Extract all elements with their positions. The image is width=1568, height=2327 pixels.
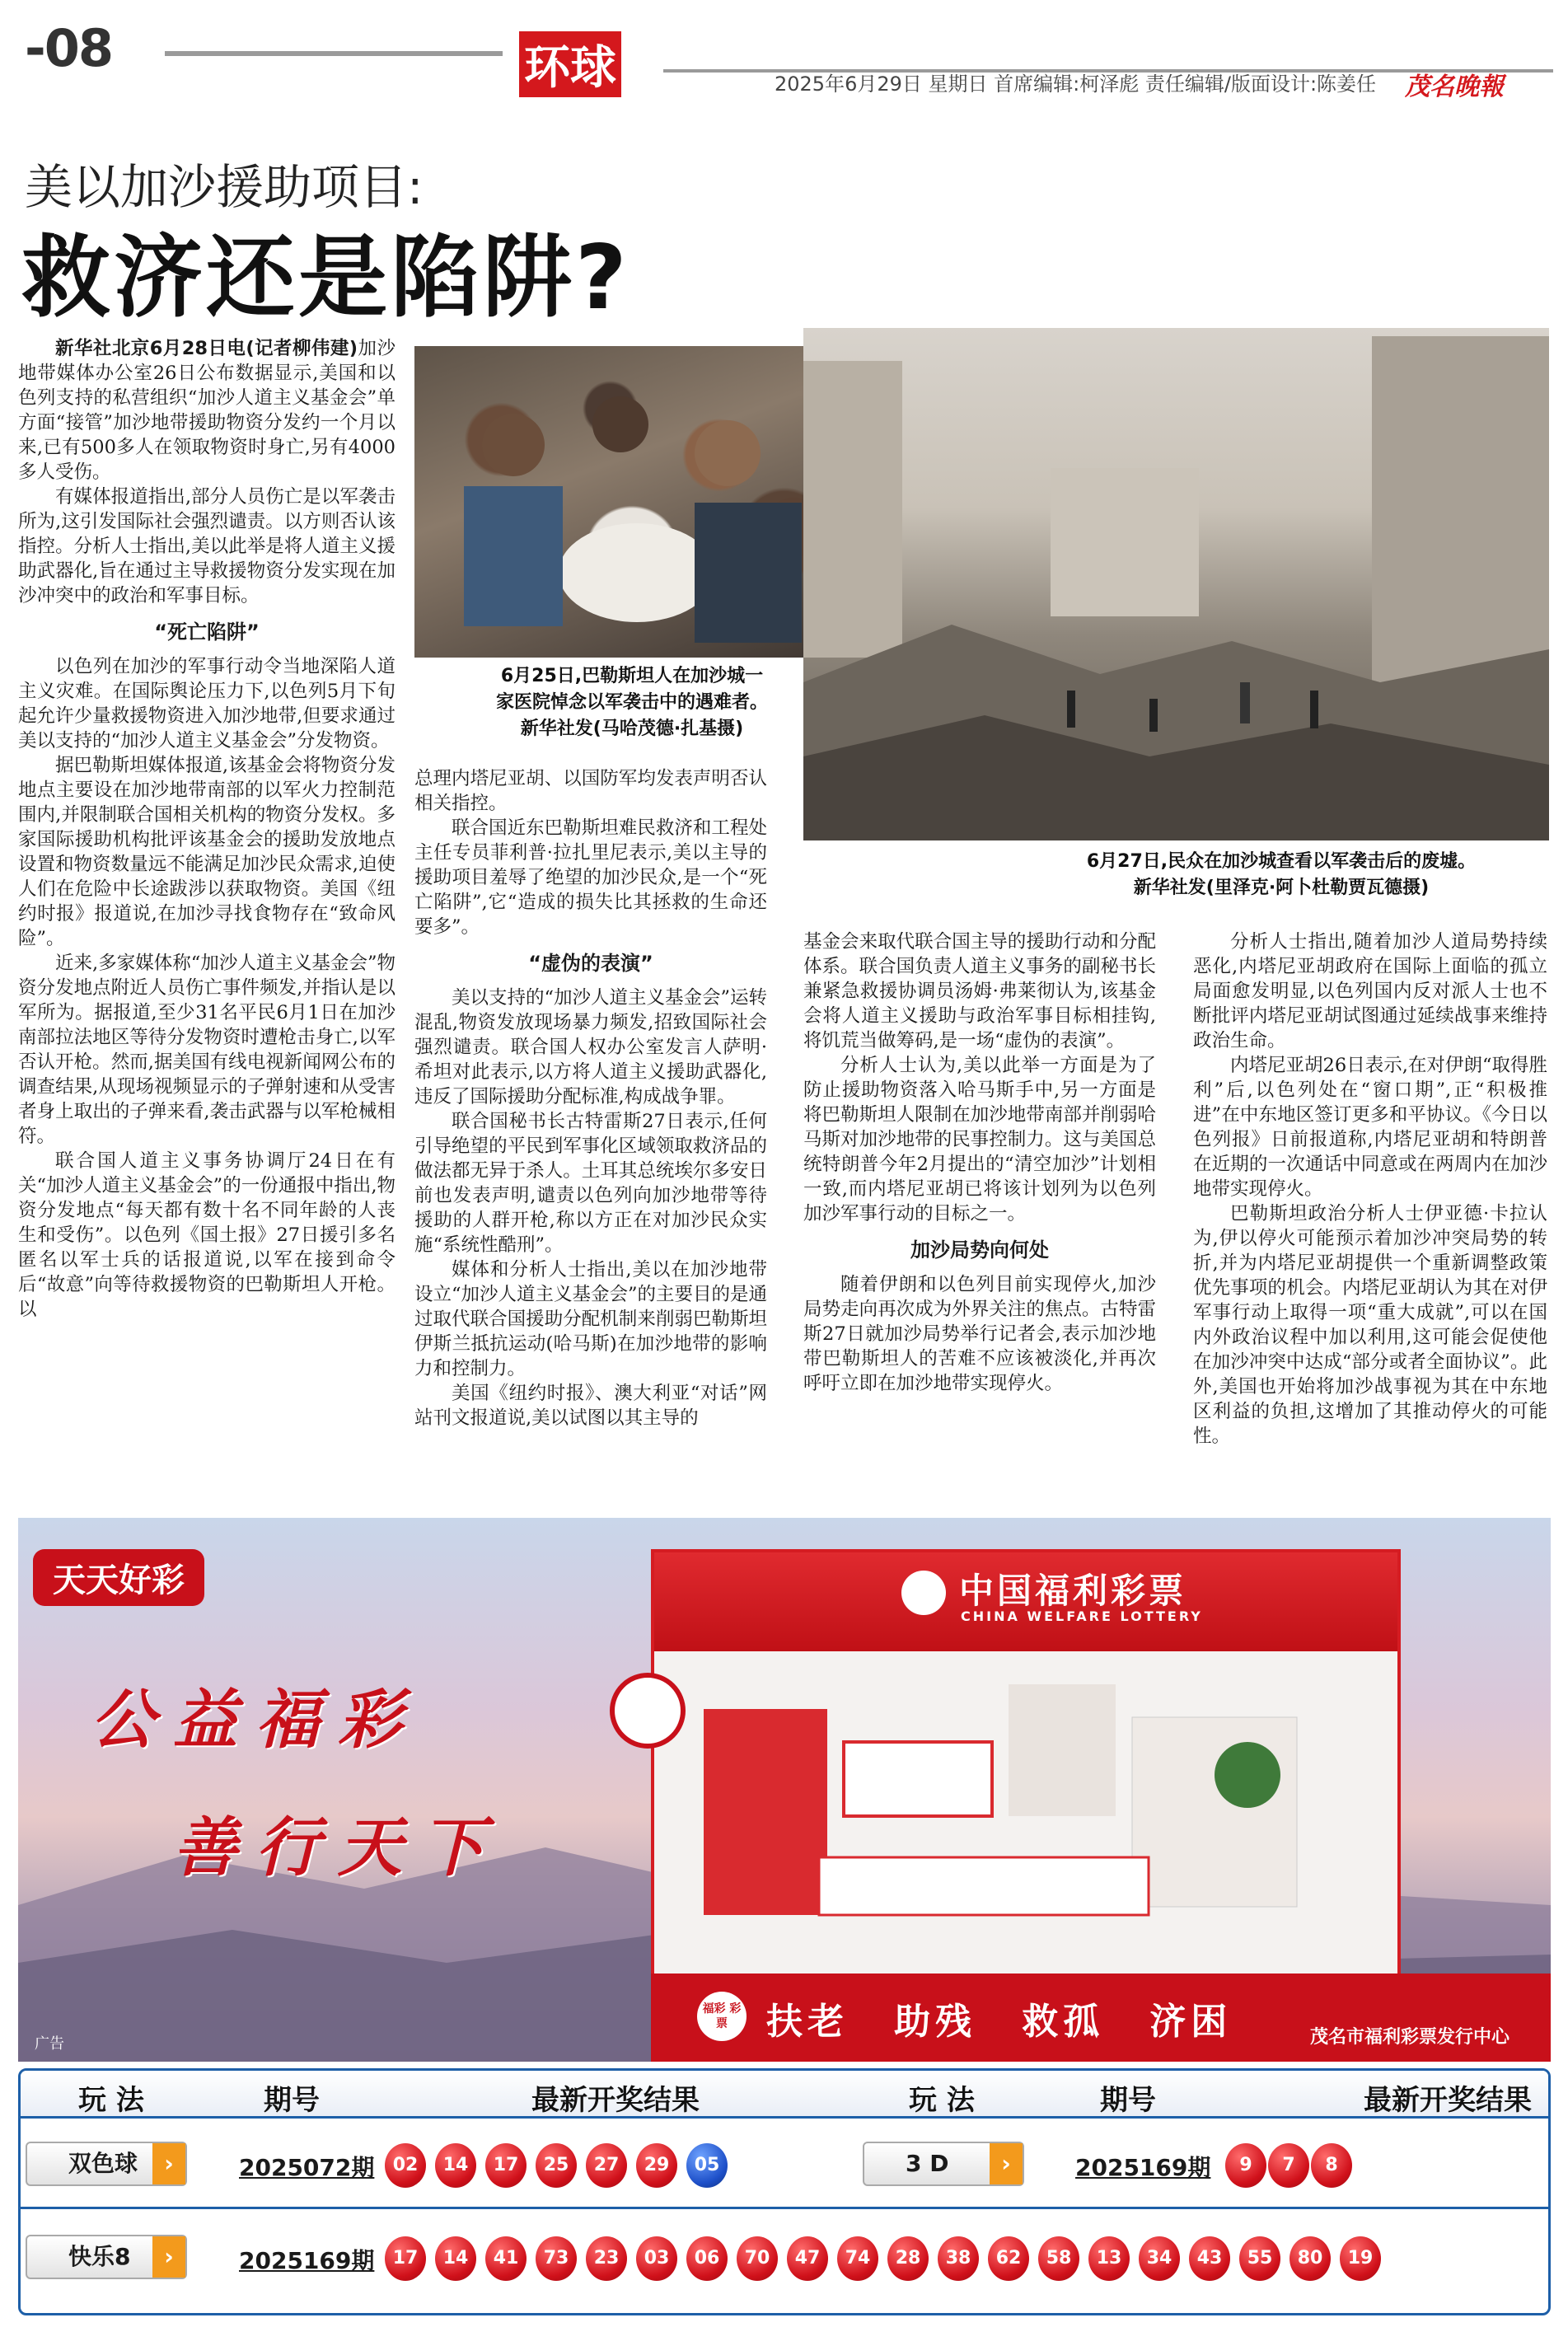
value-label: 济困 <box>1149 2001 1233 2043</box>
ssq-ball: 05 <box>686 2143 728 2188</box>
photo-mourners <box>414 346 850 658</box>
photo-mourners-art <box>414 346 850 658</box>
kl8-ball: 43 <box>1189 2236 1230 2281</box>
dateline: 2025年6月29日 星期日 首席编辑:柯泽彪 责任编辑/版面设计:陈姜任 <box>775 73 1377 96</box>
ssq-ball: 14 <box>435 2143 476 2188</box>
paragraph: 内塔尼亚胡26日表示,在对伊朗“取得胜利”后,以色列处在“窗口期”,正“积极推进”在中东地区签订更多和平协议。《今日以色列报》日前报道称,内塔尼亚胡和特朗普在近期的一次通话中同意或在两周内在加沙地带实现停火。 <box>1193 1055 1547 1200</box>
fc3d-ball: 8 <box>1311 2143 1352 2188</box>
welfare-lottery-logo-icon <box>901 1571 946 1615</box>
store-interior-art <box>654 1651 1397 1974</box>
chevron-right-icon: › <box>152 2236 185 2278</box>
chevron-right-icon: › <box>152 2143 185 2184</box>
issue-link[interactable]: 2025169期 <box>1075 2154 1211 2181</box>
paragraph: 分析人士认为,美以此举一方面是为了防止援助物资落入哈马斯手中,另一方面是将巴勒斯坦人限制在加沙地带南部并削弱哈马斯对加沙地带的民事控制力。这与美国总统特朗普今年2月提出的“清空加沙”计划相一致,而内塔尼亚胡已将该计划列为以色列加沙军事行动的目标之一。 <box>803 1055 1156 1224</box>
paragraph: 巴勒斯坦政治分析人士伊亚德·卡拉认为,伊以停火可能预示着加沙冲突局势的转折,并为内塔尼亚胡提供一个重新调整政策优先事项的机会。内塔尼亚胡认为其在对伊军事行动上取得一项“重大成就”,可以在国内外政治议程中加以利用,这可能会促使他在加沙冲突中达成“部分或者全面协议”。此外,美国也开始将加沙战事视为其在中东地区利益的负担,这增加了其推动停火的可能性。 <box>1193 1203 1547 1447</box>
paragraph: 总理内塔尼亚胡、以国防军均发表声明否认相关指控。 <box>414 768 767 814</box>
column-header: 期号 <box>1100 2084 1156 2117</box>
lead-paragraph <box>18 336 396 485</box>
game-button-3d[interactable] <box>863 2142 1024 2186</box>
article-column-4 <box>1193 929 1547 1449</box>
paragraph: 有媒体报道指出,部分人员伤亡是以军袭击所为,这引发国际社会强烈谴责。以方则否认该指控。分析人士指出,美以此举是将人道主义援助武器化,旨在通过主导救援物资分发实现在加沙冲突中的政治和军事目标。 <box>18 486 396 606</box>
fc3d-ball: 9 <box>1225 2143 1266 2188</box>
kl8-ball: 58 <box>1038 2236 1079 2281</box>
subhead: “死亡陷阱” <box>154 620 260 644</box>
value-label: 救孤 <box>1022 2001 1105 2043</box>
paragraph: 媒体和分析人士指出,美以在加沙地带设立“加沙人道主义基金会”的主要目的是通过取代联合国援助分配机制来削弱巴勒斯坦伊斯兰抵抗运动(哈马斯)在加沙地带的影响力和控制力。 <box>414 1259 768 1379</box>
kl8-ball: 70 <box>737 2236 778 2281</box>
chevron-right-icon: › <box>990 2143 1023 2184</box>
lead-dateline: 新华社北京6月28日电(记者柳伟建) <box>55 338 358 359</box>
ad-slogan-1: 公益福彩 <box>91 1683 421 1758</box>
kl8-ball: 74 <box>837 2236 878 2281</box>
section-label: 环球 <box>519 31 621 97</box>
table-header <box>21 2071 1548 2119</box>
paragraph: 以色列在加沙的军事行动令当地深陷人道主义灾难。在国际舆论压力下,以色列5月下旬起允许少量救援物资进入加沙地带,但要求通过美以支持的“加沙人道主义基金会”分发物资。 <box>18 656 396 751</box>
lead-text: 加沙地带媒体办公室26日公布数据显示,美国和以色列支持的私营组织“加沙人道主义基金会”单方面“接管”加沙地带援助物资分发约一个月以来,已有500多人在领取物资时身亡,另有4000多人受伤。 <box>18 338 396 483</box>
caption-line: 家医院悼念以军袭击中的遇难者。 <box>495 692 768 713</box>
subhead: 加沙局势向何处 <box>910 1238 1049 1262</box>
ad-slogan-2: 善行天下 <box>173 1810 503 1885</box>
kl8-ball: 23 <box>586 2236 627 2281</box>
kl8-ball: 34 <box>1139 2236 1180 2281</box>
column-header: 玩 法 <box>909 2084 975 2117</box>
caption-line: 6月25日,巴勒斯坦人在加沙城一 <box>500 666 764 686</box>
table-row <box>21 2119 1548 2209</box>
kl8-ball: 17 <box>385 2236 426 2281</box>
ssq-ball: 25 <box>536 2143 577 2188</box>
page-number: -08 <box>25 18 113 78</box>
brand-name-en: CHINA WELFARE LOTTERY <box>961 1608 1203 1624</box>
game-button-kl8[interactable] <box>26 2235 187 2279</box>
kl8-ball: 47 <box>787 2236 828 2281</box>
kl8-ball: 13 <box>1088 2236 1130 2281</box>
issue-link[interactable]: 2025072期 <box>239 2154 375 2181</box>
kl8-ball: 55 <box>1239 2236 1280 2281</box>
kl8-ball: 73 <box>536 2236 577 2281</box>
game-name: 3 D <box>906 2150 949 2177</box>
game-name: 快乐8 <box>68 2243 131 2270</box>
column-header: 最新开奖结果 <box>531 2084 700 2117</box>
article-column-1 <box>18 336 396 1322</box>
ssq-ball: 17 <box>485 2143 527 2188</box>
table-row <box>21 2212 1548 2302</box>
newspaper-logo: 茂名晚報 <box>1405 73 1504 101</box>
column-header: 期号 <box>264 2084 320 2117</box>
ad-values-bar <box>651 1974 1551 2062</box>
article-column-2 <box>414 766 767 1430</box>
paragraph: 美国《纽约时报》、澳大利亚“对话”网站刊文报道说,美以试图以其主导的 <box>414 1383 767 1429</box>
kl8-ball: 62 <box>988 2236 1029 2281</box>
paragraph: 联合国秘书长古特雷斯27日表示,任何引导绝望的平民到军事化区域领取救济品的做法都无异于杀人。土耳其总统埃尔多安日前也发表声明,谴责以色列向加沙地带等待援助的人群开枪,称以方正在对加沙民众实施“系统性酷刑”。 <box>414 1111 767 1256</box>
column-header: 玩 法 <box>78 2084 144 2117</box>
lottery-store-illustration <box>651 1549 1401 1978</box>
game-name: 双色球 <box>68 2150 138 2177</box>
kl8-ball: 14 <box>435 2236 476 2281</box>
subhead: “虚伪的表演” <box>528 952 653 975</box>
paragraph: 美以支持的“加沙人道主义基金会”运转混乱,物资发放现场暴力频发,招致国际社会强烈谴责。联合国人权办公室发言人萨明·希坦对此表示,以方将人道主义援助武器化,违反了国际援助分配标准,构成战争罪。 <box>414 987 768 1107</box>
photo-rubble <box>803 328 1549 840</box>
photo-rubble-art <box>803 328 1549 840</box>
article-subtitle: 美以加沙援助项目: <box>25 159 424 215</box>
kl8-ball: 06 <box>686 2236 728 2281</box>
ad-issuer: 茂名市福利彩票发行中心 <box>1310 2027 1510 2048</box>
paragraph: 随着伊朗和以色列目前实现停火,加沙局势走向再次成为外界关注的焦点。古特雷斯27日就加沙局势举行记者会,表示加沙地带巴勒斯坦人的苦难不应该被淡化,并再次呼吁立即在加沙地带实现停火。 <box>803 1274 1156 1394</box>
value-label: 助残 <box>894 2001 977 2043</box>
ad-values <box>766 1992 1273 2044</box>
kl8-ball: 38 <box>938 2236 979 2281</box>
kl8-ball: 80 <box>1290 2236 1331 2281</box>
ssq-ball: 02 <box>385 2143 426 2188</box>
caption-line: 新华社发(里泽克·阿卜杜勒贾瓦德摄) <box>1133 878 1430 898</box>
ssq-ball: 27 <box>586 2143 627 2188</box>
photo-caption-2 <box>1013 849 1549 901</box>
game-button-ssq[interactable] <box>26 2142 187 2186</box>
brand-name: 中国福利彩票 <box>959 1571 1187 1611</box>
section-title <box>519 31 625 97</box>
store-signboard <box>654 1552 1397 1651</box>
paragraph: 联合国近东巴勒斯坦难民救济和工程处主任专员菲利普·拉扎里尼表示,美以主导的援助项目羞辱了绝望的加沙民众,是一个“死亡陷阱”,它“造成的损失比其拯救的生命还要多”。 <box>414 817 767 938</box>
kl8-ball: 03 <box>636 2236 677 2281</box>
welfare-seal-icon: 福彩 彩票 <box>697 1992 747 2041</box>
ad-tag: 天天好彩 <box>33 1549 204 1606</box>
caption-line: 新华社发(马哈茂德·扎基摄) <box>520 719 744 739</box>
caption-line: 6月27日,民众在加沙城查看以军袭击后的废墟。 <box>1086 851 1477 872</box>
column-header: 最新开奖结果 <box>1364 2084 1532 2117</box>
paragraph: 分析人士指出,随着加沙人道局势持续恶化,内塔尼亚胡政府在国际上面临的孤立局面愈发明显,以色列国内反对派人士也不断批评内塔尼亚胡试图通过延续战事来维持政治生命。 <box>1193 931 1547 1051</box>
paragraph: 近来,多家媒体称“加沙人道主义基金会”物资分发地点附近人员伤亡事件频发,并指认是以军所为。据报道,至少31名平民6月1日在加沙南部拉法地区等待分发物资时遭枪击身亡,以军否认开枪。然而,据美国有线电视新闻网公布的调查结果,从现场视频显示的子弹射速和从受害者身上取出的子弹来看,袭击武器与以军枪械相符。 <box>18 953 396 1147</box>
photo-caption-1 <box>414 663 850 742</box>
kl8-ball: 28 <box>887 2236 929 2281</box>
welfare-badge-icon <box>610 1673 686 1749</box>
kl8-ball: 41 <box>485 2236 527 2281</box>
header-rule <box>165 51 503 56</box>
ssq-ball: 29 <box>636 2143 677 2188</box>
article-title: 救济还是陷阱? <box>21 227 630 330</box>
article-column-3 <box>803 929 1156 1396</box>
paragraph: 基金会来取代联合国主导的援助行动和分配体系。联合国负责人道主义事务的副秘书长兼紧急救援协调员汤姆·弗莱彻认为,该基金会将人道主义援助与政治军事目标相挂钩,将饥荒当做筹码,是一场“虚伪的表演”。 <box>803 931 1156 1051</box>
value-label: 扶老 <box>766 2001 849 2043</box>
ad-label: 广告 <box>35 2035 64 2053</box>
paragraph: 据巴勒斯坦媒体报道,该基金会将物资分发地点主要设在加沙地带南部的以军火力控制范围内,并限制联合国相关机构的物资分发权。多家国际援助机构批评该基金会的援助发放地点设置和物资数量远不能满足加沙民众需求,迫使人们在危险中长途跋涉以获取物资。美国《纽约时报》报道说,在加沙寻找食物存在“致命风险”。 <box>18 755 396 949</box>
issue-link[interactable]: 2025169期 <box>239 2247 375 2274</box>
lottery-results-table <box>18 2068 1551 2315</box>
fc3d-ball: 7 <box>1268 2143 1309 2188</box>
paragraph: 联合国人道主义事务协调厅24日在有关“加沙人道主义基金会”的一份通报中指出,物资分发地点“每天都有数十名不同年龄的人丧生和受伤”。以色列《国土报》27日援引多名匿名以军士兵的话报道说,以军在接到命令后“故意”向等待救援物资的巴勒斯坦人开枪。以 <box>18 1150 396 1320</box>
kl8-ball: 19 <box>1340 2236 1381 2281</box>
